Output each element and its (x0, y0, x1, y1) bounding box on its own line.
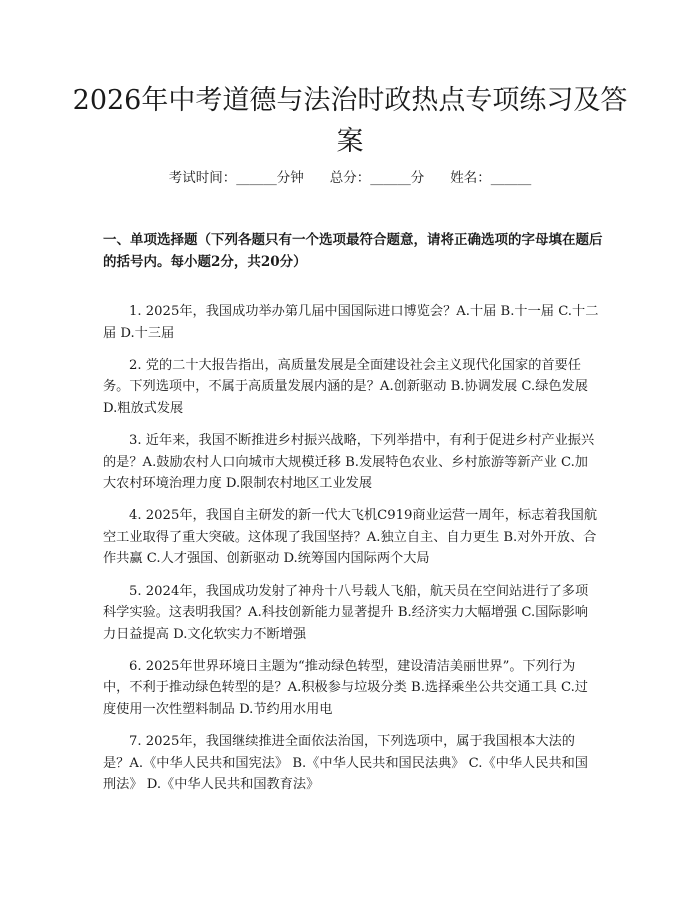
exam-time-field: 考试时间：______分钟 (168, 170, 304, 186)
question-list (103, 301, 601, 806)
student-name-field: 姓名：______ (450, 170, 532, 186)
question-item: 3. 近年来，我国不断推进乡村振兴战略，下列举措中，有利于促进乡村产业振兴的是？A.鼓励农村人口向城市大规模迁移 B.发展特色农业、乡村旅游等新产业 C.加大农村环境治理力度 D.限制农村地区工业发展 (103, 432, 595, 492)
question-item: 5. 2024年，我国成功发射了神舟十八号载人飞船，航天员在空间站进行了多项科学实验。这表明我国？A.科技创新能力显著提升 B.经济实力大幅增强 C.国际影响力日益提高 D.文化软实力不断增强 (103, 583, 589, 642)
exam-meta-line (0, 168, 700, 188)
question-item: 4. 2025年，我国自主研发的新一代大飞机C919商业运营一周年，标志着我国航空工业取得了重大突破。这体现了我国坚持？A.独立自主、自力更生 B.对外开放、合作共赢 C.人才强国、创新驱动 D.统筹国内国际两个大局 (103, 508, 598, 567)
document-title: 2026年中考道德与法治时政热点专项练习及答案 (72, 85, 628, 157)
question-item: 7. 2025年，我国继续推进全面依法治国，下列选项中，属于我国根本大法的是？A.《中华人民共和国宪法》 B.《中华人民共和国民法典》 C.《中华人民共和国刑法》 D.《中华人民共和国教育法》 (103, 734, 588, 793)
question-item: 1. 2025年，我国成功举办第几届中国国际进口博览会？A.十届 B.十一届 C.十二届 D.十三届 (103, 304, 599, 341)
question-item: 6. 2025年世界环境日主题为“推动绿色转型，建设清洁美丽世界”。下列行为中，不利于推动绿色转型的是？A.积极参与垃圾分类 B.选择乘坐公共交通工具 C.过度使用一次性塑料制品 D.节约用水用电 (103, 658, 588, 717)
section-heading: 一、单项选择题（下列各题只有一个选项最符合题意，请将正确选项的字母填在题后的括号内。每小题2分，共20分） (103, 232, 603, 270)
question-item: 2. 党的二十大报告指出，高质量发展是全面建设社会主义现代化国家的首要任务。下列选项中，不属于高质量发展内涵的是？A.创新驱动 B.协调发展 C.绿色发展 D.粗放式发展 (103, 357, 588, 416)
total-score-field: 总分：______分 (329, 170, 425, 186)
